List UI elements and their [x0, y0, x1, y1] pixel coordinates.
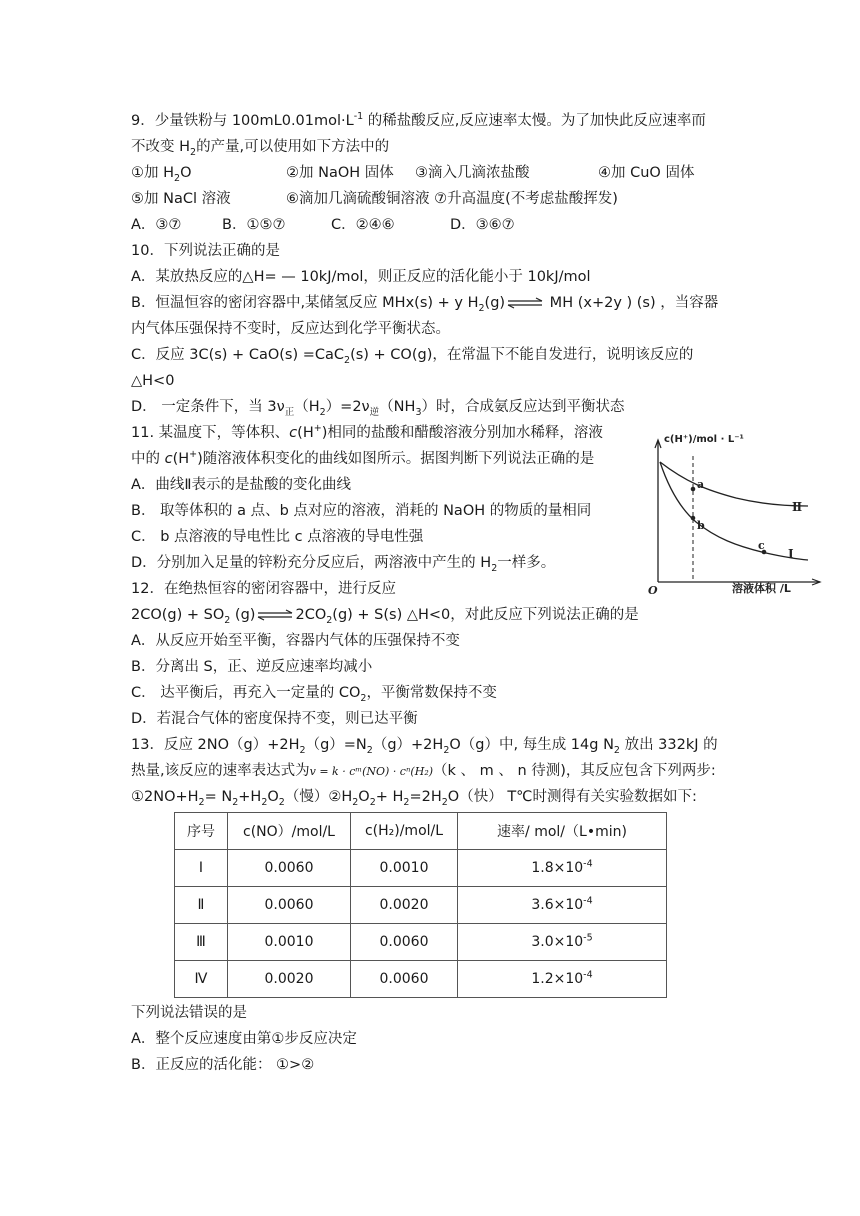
table-cell: 0.0020 [228, 961, 351, 998]
dilution-curve-figure [646, 432, 826, 597]
q12-option-b: B．分离出 S，正、逆反应速率均减小 [131, 659, 373, 675]
table-header: c(NO）/mol/L [228, 813, 351, 850]
table-cell: Ⅲ [175, 924, 228, 961]
table-cell: $1.2\times 10^{-4}$ [458, 961, 667, 998]
curve-2-label: Ⅱ [792, 500, 803, 514]
q11-stem-line2: 中的 c(H+)随溶液体积变化的曲线如图所示。据图判断下列说法正确的是 [131, 449, 595, 467]
table-row [175, 961, 667, 998]
table-cell: 0.0060 [228, 850, 351, 887]
q11-option-a: A．曲线Ⅱ表示的是盐酸的变化曲线 [131, 477, 352, 493]
curve-2 [660, 462, 808, 506]
q9-option-d: D．③⑥⑦ [450, 217, 515, 233]
q10-stem: 10．下列说法正确的是 [131, 243, 280, 259]
equilibrium-arrow-icon [257, 610, 293, 620]
table-cell: Ⅰ [175, 850, 228, 887]
q9-option-a: A．③⑦ [131, 217, 182, 233]
point-c-label: c [758, 539, 765, 552]
q11-option-c: C． b 点溶液的导电性比 c 点溶液的导电性强 [131, 529, 424, 545]
table-row [175, 850, 667, 887]
table-row [175, 924, 667, 961]
table-cell: $1.8\times 10^{-4}$ [458, 850, 667, 887]
table-cell: 0.0060 [228, 887, 351, 924]
rate-expression: v = k · cᵐ(NO) · cⁿ(H₂) [309, 765, 434, 778]
table-cell: 0.0020 [351, 887, 458, 924]
experiment-data-table [174, 812, 667, 998]
q9-methods-row1 [131, 160, 741, 186]
q13-option-a: A．整个反应速度由第①步反应决定 [131, 1031, 357, 1047]
q9-stem-line1: 9．少量铁粉与 $100mL0.01mol\cdot L^{-1}$ 的稀盐酸反应,反应速率太慢。为了加快此反应速率而 [131, 111, 706, 129]
q13-option-b: B．正反应的活化能： ①>② [131, 1057, 315, 1073]
q10-option-d: D． 一定条件下，当 $3\nu_正(H_2)=2\nu_逆(NH_3)$时，合成氨反应达到平衡状态 [131, 399, 625, 418]
table-header-row [175, 813, 667, 850]
q11-stem-line1: 11. 某温度下，等体积、c(H+)相同的盐酸和醋酸溶液分别加水稀释，溶液 [131, 423, 603, 441]
origin-label: O [648, 584, 658, 597]
table-header: c(H₂)/mol/L [351, 813, 458, 850]
q12-option-c: C． 达平衡后，再充入一定量的 $CO_2$，平衡常数保持不变 [131, 685, 497, 704]
q9-option-c: C．②④⑥ [331, 217, 395, 233]
table-header: 序号 [175, 813, 228, 850]
table-cell: Ⅱ [175, 887, 228, 924]
q12-equation: $2CO(g) + SO_2$ (g) $2CO_2(g) + S(s)$ △H<0，对此反应下列说法正确的是 [131, 607, 639, 626]
q11-option-d: D．分别加入足量的锌粉充分反应后，两溶液中产生的 $H_2$一样多。 [131, 555, 556, 574]
q9-options [131, 212, 741, 238]
table-cell: Ⅳ [175, 961, 228, 998]
q12-option-a: A．从反应开始至平衡，容器内气体的压强保持不变 [131, 633, 460, 649]
q10-option-a: A．某放热反应的△H= — 10kJ/mol，则正反应的活化能小于 10kJ/mol [131, 269, 591, 285]
q10-option-c-line2: △H<0 [131, 373, 175, 389]
q13-stem-line1: 13．反应 $2NO(g)+2H_2(g)=N_2(g)+2H_2O(g)$中, 每生成 14g $N_2$ 放出 332kJ 的 [131, 737, 718, 756]
q12-option-d: D．若混合气体的密度保持不变，则已达平衡 [131, 711, 418, 727]
q11-option-b: B． 取等体积的 a 点、b 点对应的溶液，消耗的 NaOH 的物质的量相同 [131, 503, 592, 519]
table-cell: 0.0060 [351, 924, 458, 961]
q9-method-5: ⑤加 NaCl 溶液 [131, 191, 231, 207]
table-cell: $3.0\times 10^{-5}$ [458, 924, 667, 961]
table-cell: 0.0010 [228, 924, 351, 961]
q13-steps: $①2NO+H_2= N_2+H_2O_2$（慢）$②H_2O_2+ H_2=2H_2O$（快） T℃时测得有关实验数据如下: [131, 789, 697, 808]
point-a [691, 487, 696, 492]
q10-option-b-line1: B．恒温恒容的密闭容器中,某储氢反应 MHx(s) + y $H_2(g)$ MH (x+2y ) (s) ，当容器 [131, 295, 719, 314]
table-cell: 0.0060 [351, 961, 458, 998]
curve-1-label: Ⅰ [788, 547, 794, 561]
q12-stem: 12．在绝热恒容的密闭容器中，进行反应 [131, 581, 396, 597]
x-axis-label: 溶液体积 /L [732, 582, 791, 595]
q9-method-3: ③滴入几滴浓盐酸 [415, 165, 530, 181]
y-axis-label: c(H⁺)/mol · L⁻¹ [664, 434, 744, 445]
q9-methods-row2 [131, 186, 741, 212]
equilibrium-arrow-icon [507, 298, 543, 308]
point-b-label: b [697, 519, 705, 532]
q9-method-1: ①加 $H_2O$ [131, 165, 192, 184]
q9-option-b: B．①⑤⑦ [222, 217, 286, 233]
point-b [691, 516, 696, 521]
q9-stem-line2: 不改变 $H_2$的产量,可以使用如下方法中的 [131, 139, 390, 158]
q13-stem-line2: 热量,该反应的速率表达式为v = k · cᵐ(NO) · cⁿ(H₂)（k 、 m 、 n 待测)，其反应包含下列两步: [131, 763, 716, 779]
table-cell: 0.0010 [351, 850, 458, 887]
q9-method-2: ②加 NaOH 固体 [286, 165, 394, 181]
q9-method-4: ④加 CuO 固体 [598, 165, 695, 181]
table-header: 速率/ mol/（L•min) [458, 813, 667, 850]
table-row [175, 887, 667, 924]
point-a-label: a [697, 478, 705, 491]
q13-question: 下列说法错误的是 [131, 1005, 247, 1021]
table-cell: $3.6\times 10^{-4}$ [458, 887, 667, 924]
q9-method-6-7: ⑥滴加几滴硫酸铜溶液 ⑦升高温度(不考虑盐酸挥发) [286, 191, 618, 207]
q10-option-b-line2: 内气体压强保持不变时，反应达到化学平衡状态。 [131, 321, 450, 337]
q10-option-c-line1: C．反应 3C(s) + CaO(s) =CaC$_2$(s) + CO(g)，在常温下不能自发进行，说明该反应的 [131, 347, 694, 366]
